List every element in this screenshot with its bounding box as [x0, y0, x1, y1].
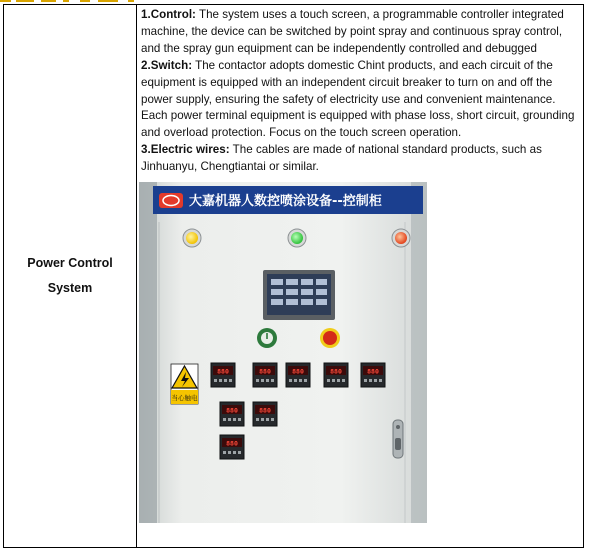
controller-key: [299, 379, 302, 382]
row-label-cell: [4, 5, 137, 548]
controller-key: [219, 379, 222, 382]
red-indicator-lamp: [395, 232, 407, 244]
controller-key: [266, 379, 269, 382]
banner-text: 大嘉机器人数控喷涂设备--控制柜: [189, 194, 382, 210]
controller-key: [228, 418, 231, 421]
controller-key: [327, 379, 330, 382]
row-label-line: System: [47, 281, 93, 295]
emergency-stop-button: [323, 331, 337, 345]
controller-key: [261, 418, 264, 421]
controller-key: [233, 451, 236, 454]
row-label: [4, 251, 136, 301]
item-heading: 3.Electric wires:: [141, 143, 230, 157]
controller-key: [364, 379, 367, 382]
controller-key: [332, 379, 335, 382]
green-indicator-lamp: [291, 232, 303, 244]
item-text: The cables are made of national standard products, such as Jinhuanyu, Chengtiantai or similar.: [141, 143, 542, 174]
controller-readout: 880: [259, 406, 271, 415]
row-content-cell: [137, 5, 584, 548]
controller-readout: 880: [217, 367, 229, 376]
cabinet-door: [139, 182, 427, 523]
controller-key: [342, 379, 345, 382]
controller-key: [224, 379, 227, 382]
controller-readout: 880: [226, 406, 238, 415]
controller-readout: 880: [292, 367, 304, 376]
controller-key: [223, 451, 226, 454]
controller-key: [233, 418, 236, 421]
controller-readout: 880: [330, 367, 342, 376]
table-row: [4, 5, 584, 548]
controller-key: [223, 418, 226, 421]
controller-key: [374, 379, 377, 382]
controller-key: [261, 379, 264, 382]
controller-key: [271, 379, 274, 382]
controller-key: [228, 451, 231, 454]
yellow-indicator-lamp: [186, 232, 198, 244]
controller-key: [379, 379, 382, 382]
controller-key: [271, 418, 274, 421]
item-text: The contactor adopts domestic Chint products, and each circuit of the equipment is equipped with an independent circuit breaker to turn on and off the power supply, ensuring the safety of electricity use and convenient maintenance. Each power terminal equipment is equipped with phase loss, short circuit, grounding and overload protection. Focus on the touch screen operation.: [141, 58, 575, 140]
item-heading: 2.Switch:: [141, 58, 193, 72]
control-cabinet-photo: [139, 182, 427, 523]
item-heading: 1.Control:: [141, 8, 196, 21]
controller-key: [266, 418, 269, 421]
controller-key: [238, 451, 241, 454]
controller-key: [214, 379, 217, 382]
controller-key: [304, 379, 307, 382]
spec-table: [3, 4, 584, 548]
controller-key: [369, 379, 372, 382]
controller-key: [337, 379, 340, 382]
controller-readout: 880: [259, 367, 271, 376]
controller-key: [289, 379, 292, 382]
controller-key: [238, 418, 241, 421]
control-cabinet-illustration: [139, 182, 427, 523]
controller-readout: 880: [226, 439, 238, 448]
warning-text: 当心触电: [171, 394, 198, 403]
controller-key: [294, 379, 297, 382]
controller-readout: 880: [367, 367, 379, 376]
item-text: The system uses a touch screen, a programmable controller integrated machine, the device can be switched by point spray and continuous spray control, and the spray gun equipment can be independently controlled and debugged: [141, 8, 564, 55]
controller-key: [229, 379, 232, 382]
description: [137, 5, 583, 176]
description-item-switch: [141, 58, 579, 143]
controller-key: [256, 418, 259, 421]
description-item-control: [141, 7, 579, 58]
controller-key: [256, 379, 259, 382]
row-label-line: Power Control: [27, 256, 113, 270]
description-item-wires: [141, 142, 579, 176]
